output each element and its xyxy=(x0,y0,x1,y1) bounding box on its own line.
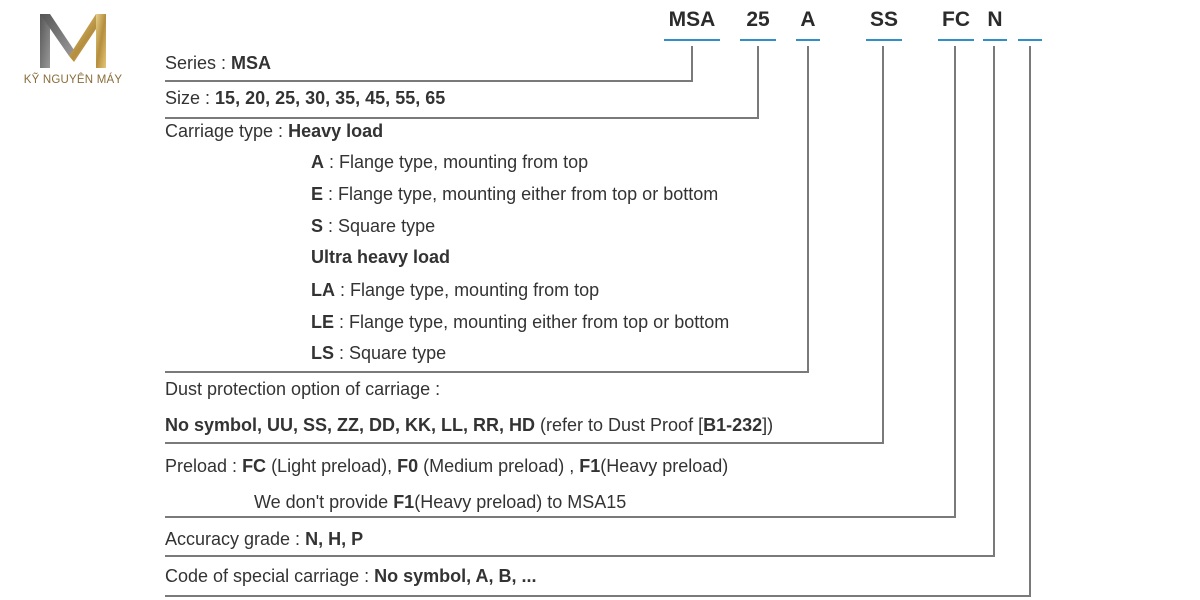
code-dash-dust xyxy=(866,39,902,41)
code-dash-size xyxy=(740,39,776,41)
connector-preload xyxy=(954,46,956,517)
carriage-item-desc: : Flange type, mounting from top xyxy=(324,152,589,172)
carriage-item-desc: : Flange type, mounting either from top or bottom xyxy=(334,312,730,332)
preload-f1-desc: (Heavy preload) xyxy=(600,456,729,476)
preload-note-post: (Heavy preload) to MSA15 xyxy=(414,492,627,512)
dust-ref-code: B1-232 xyxy=(703,415,763,435)
preload-note xyxy=(254,492,626,513)
connector-carriage xyxy=(807,46,809,372)
preload-row xyxy=(165,456,728,477)
code-dash-preload xyxy=(938,39,974,41)
carriage-item-code: LA xyxy=(311,280,335,300)
rule-series xyxy=(165,80,693,82)
accuracy-row xyxy=(165,529,363,550)
carriage-item-code: LS xyxy=(311,343,335,363)
preload-f0-desc: (Medium preload) , xyxy=(418,456,580,476)
carriage-item-code: A xyxy=(311,152,324,172)
code-dash-accuracy xyxy=(983,39,1007,41)
dust-ref-post: ]) xyxy=(762,415,774,435)
rule-carriage xyxy=(165,371,809,373)
carriage-item-code: E xyxy=(311,184,324,204)
carriage-row xyxy=(165,121,383,142)
series-row xyxy=(165,53,271,74)
rule-preload xyxy=(165,516,956,518)
carriage-item-a xyxy=(311,152,588,173)
carriage-item-desc: : Flange type, mounting from top xyxy=(335,280,600,300)
series-value: MSA xyxy=(231,53,272,73)
accuracy-label: Accuracy grade : xyxy=(165,529,301,549)
size-value: 15, 20, 25, 30, 35, 45, 55, 65 xyxy=(215,88,446,108)
carriage-item-e xyxy=(311,184,718,205)
rule-size xyxy=(165,117,759,119)
connector-accuracy xyxy=(993,46,995,556)
logo-m-mark-icon xyxy=(36,10,110,72)
carriage-item-code: LE xyxy=(311,312,335,332)
carriage-item-la xyxy=(311,280,599,301)
special-row xyxy=(165,566,536,587)
dust-label: Dust protection option of carriage : xyxy=(165,379,441,399)
carriage-heavy-title: Heavy load xyxy=(288,121,384,141)
connector-size xyxy=(757,46,759,118)
preload-f1: F1 xyxy=(579,456,601,476)
code-accuracy: N xyxy=(987,8,1003,31)
carriage-item-desc: : Flange type, mounting either from top or bottom xyxy=(323,184,719,204)
special-value: No symbol, A, B, ... xyxy=(374,566,537,586)
preload-f0: F0 xyxy=(397,456,419,476)
accuracy-value: N, H, P xyxy=(305,529,364,549)
preload-note-pre: We don't provide xyxy=(254,492,394,512)
connector-special xyxy=(1029,46,1031,596)
rule-dust xyxy=(165,442,884,444)
dust-values: No symbol, UU, SS, ZZ, DD, KK, LL, RR, HD xyxy=(165,415,536,435)
carriage-item-desc: : Square type xyxy=(334,343,447,363)
connector-series xyxy=(691,46,693,80)
rule-special xyxy=(165,595,1031,597)
dust-ref-pre: (refer to Dust Proof [ xyxy=(535,415,704,435)
connector-dust xyxy=(882,46,884,443)
code-dash-special xyxy=(1018,39,1042,41)
brand-logo xyxy=(8,10,138,100)
code-dash-carriage xyxy=(796,39,820,41)
code-series: MSA xyxy=(668,8,716,31)
preload-label: Preload : xyxy=(165,456,238,476)
preload-fc-desc: (Light preload), xyxy=(266,456,398,476)
code-preload: FC xyxy=(942,8,970,31)
carriage-item-code: S xyxy=(311,216,324,236)
size-row xyxy=(165,88,445,109)
preload-fc: FC xyxy=(242,456,267,476)
carriage-item-le xyxy=(311,312,729,333)
code-size: 25 xyxy=(746,8,770,31)
special-label: Code of special carriage : xyxy=(165,566,370,586)
brand-name: KỸ NGUYÊN MÁY xyxy=(23,74,123,86)
code-dust: SS xyxy=(869,8,898,31)
carriage-label: Carriage type : xyxy=(165,121,284,141)
rule-accuracy xyxy=(165,555,995,557)
carriage-ultra-title: Ultra heavy load xyxy=(311,247,451,267)
preload-note-f1: F1 xyxy=(393,492,415,512)
carriage-item-desc: : Square type xyxy=(323,216,436,236)
code-carriage: A xyxy=(800,8,816,31)
carriage-item-s xyxy=(311,216,435,237)
dust-values-row xyxy=(165,415,773,436)
series-label: Series : xyxy=(165,53,227,73)
size-label: Size : xyxy=(165,88,211,108)
code-dash-series xyxy=(664,39,720,41)
carriage-item-ls xyxy=(311,343,446,364)
